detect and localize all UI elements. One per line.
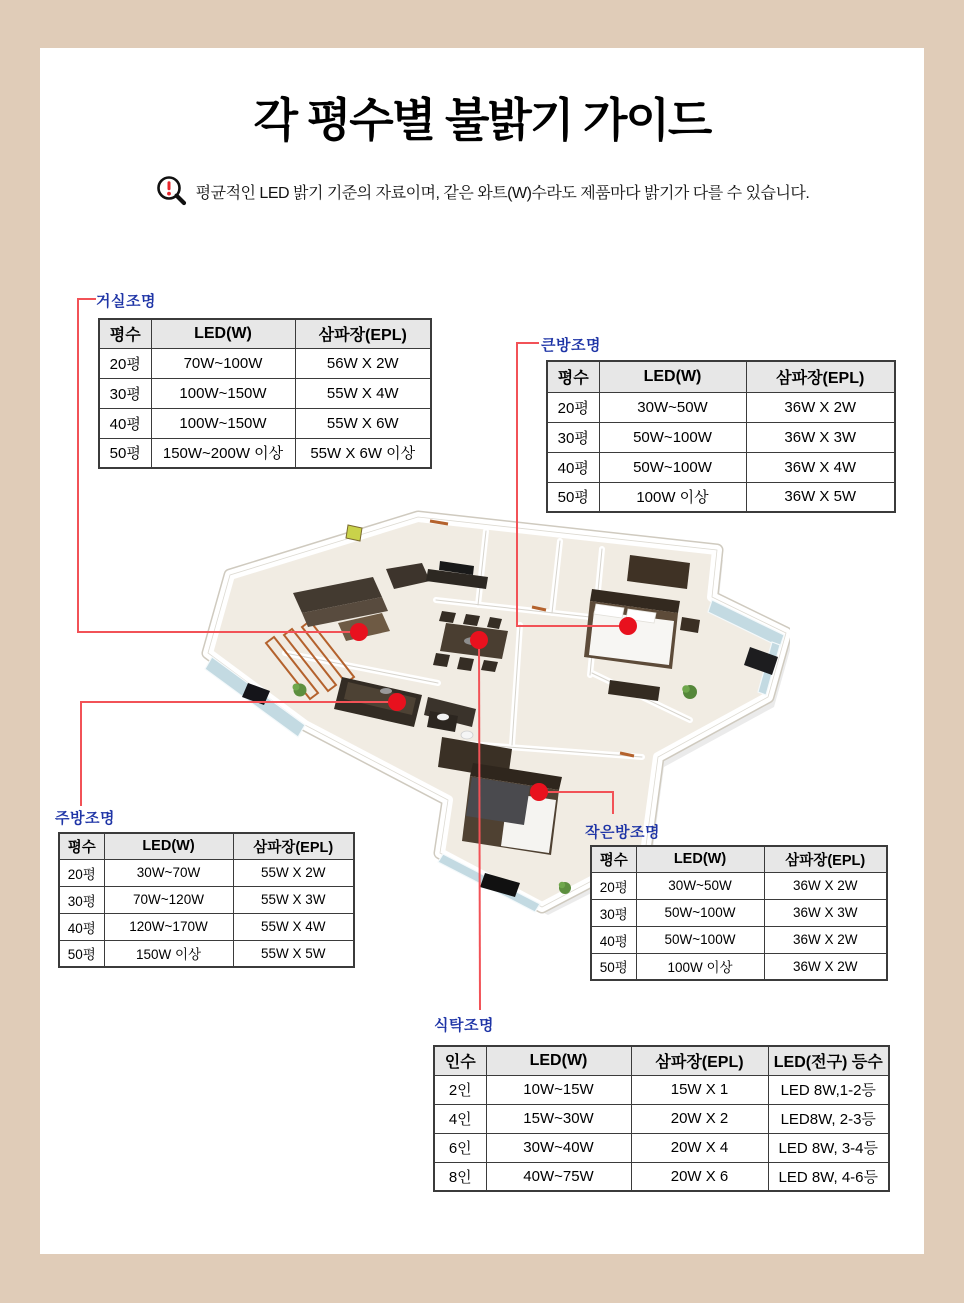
table-cell: 15W X 1 bbox=[631, 1075, 768, 1104]
table-row bbox=[591, 872, 887, 899]
table-header-row bbox=[547, 361, 895, 392]
table-cell: 30W~50W bbox=[599, 392, 746, 422]
table-cell: 40평 bbox=[547, 452, 599, 482]
table-row bbox=[547, 482, 895, 512]
bigroom-table bbox=[546, 360, 896, 513]
table-cell: 20W X 4 bbox=[631, 1133, 768, 1162]
table-cell: 30평 bbox=[99, 378, 151, 408]
wall-art bbox=[346, 525, 362, 541]
table-cell: 20평 bbox=[547, 392, 599, 422]
table-row bbox=[547, 452, 895, 482]
table-header-cell: 평수 bbox=[59, 833, 104, 859]
table-cell: 40평 bbox=[591, 926, 636, 953]
table-cell: 36W X 2W bbox=[746, 392, 895, 422]
table-cell: 150W 이상 bbox=[104, 940, 233, 967]
table-cell: 50W~100W bbox=[599, 422, 746, 452]
table-header-cell: LED(전구) 등수 bbox=[768, 1046, 889, 1075]
table-header-cell: LED(W) bbox=[636, 846, 764, 872]
table-cell: 55W X 2W bbox=[233, 859, 354, 886]
table-row bbox=[99, 378, 431, 408]
table-cell: 120W~170W bbox=[104, 913, 233, 940]
table-header-row bbox=[591, 846, 887, 872]
magnifier-exclamation-icon bbox=[155, 174, 189, 208]
table-row bbox=[591, 926, 887, 953]
table-cell: 2인 bbox=[434, 1075, 486, 1104]
table-cell: 30W~40W bbox=[486, 1133, 631, 1162]
table-cell: 30평 bbox=[59, 886, 104, 913]
table-row bbox=[434, 1075, 889, 1104]
table-cell: 15W~30W bbox=[486, 1104, 631, 1133]
table-cell: 100W 이상 bbox=[599, 482, 746, 512]
table-cell: LED 8W,1-2등 bbox=[768, 1075, 889, 1104]
table-cell: 50W~100W bbox=[599, 452, 746, 482]
table-cell: 8인 bbox=[434, 1162, 486, 1191]
table-cell: 55W X 6W bbox=[295, 408, 431, 438]
table-cell: LED8W, 2-3등 bbox=[768, 1104, 889, 1133]
table-cell: 20평 bbox=[59, 859, 104, 886]
table-cell: 20평 bbox=[591, 872, 636, 899]
table-header-cell: LED(W) bbox=[104, 833, 233, 859]
table-header-cell: LED(W) bbox=[486, 1046, 631, 1075]
table-cell: 40W~75W bbox=[486, 1162, 631, 1191]
table-cell: 70W~120W bbox=[104, 886, 233, 913]
table-header-cell: 평수 bbox=[547, 361, 599, 392]
table-row bbox=[99, 348, 431, 378]
table-cell: 100W~150W bbox=[151, 378, 295, 408]
table-cell: 55W X 5W bbox=[233, 940, 354, 967]
table-cell: 55W X 6W 이상 bbox=[295, 438, 431, 468]
table-header-cell: LED(W) bbox=[151, 319, 295, 348]
notice-text: 평균적인 LED 밝기 기준의 자료이며, 같은 와트(W)수라도 제품마다 밝기가 다를 수 있습니다. bbox=[195, 184, 810, 202]
smallroom-table bbox=[590, 845, 888, 981]
table-label-bigroom: 큰방조명 bbox=[541, 337, 601, 354]
table-label-dining: 식탁조명 bbox=[434, 1017, 494, 1034]
table-cell: 50평 bbox=[547, 482, 599, 512]
table-label-smallroom: 작은방조명 bbox=[585, 824, 660, 841]
living-table bbox=[98, 318, 432, 469]
table-row bbox=[59, 913, 354, 940]
table-row bbox=[434, 1104, 889, 1133]
table-cell: 50평 bbox=[59, 940, 104, 967]
table-label-kitchen: 주방조명 bbox=[55, 810, 115, 827]
table-row bbox=[59, 859, 354, 886]
table-cell: 36W X 2W bbox=[764, 872, 887, 899]
table-header-cell: 삼파장(EPL) bbox=[631, 1046, 768, 1075]
table-cell: 30W~50W bbox=[636, 872, 764, 899]
table-header-row bbox=[99, 319, 431, 348]
table-cell: 36W X 5W bbox=[746, 482, 895, 512]
table-header-cell: LED(W) bbox=[599, 361, 746, 392]
table-cell: 4인 bbox=[434, 1104, 486, 1133]
table-header-cell: 평수 bbox=[99, 319, 151, 348]
table-cell: 6인 bbox=[434, 1133, 486, 1162]
table-cell: 56W X 2W bbox=[295, 348, 431, 378]
table-cell: 55W X 3W bbox=[233, 886, 354, 913]
table-header-cell: 삼파장(EPL) bbox=[233, 833, 354, 859]
table-cell: 50W~100W bbox=[636, 926, 764, 953]
table-header-cell: 인수 bbox=[434, 1046, 486, 1075]
notice-bar bbox=[0, 174, 964, 208]
table-row bbox=[591, 899, 887, 926]
table-header-cell: 삼파장(EPL) bbox=[764, 846, 887, 872]
table-cell: 55W X 4W bbox=[295, 378, 431, 408]
table-cell: 100W 이상 bbox=[636, 953, 764, 980]
table-cell: 50W~100W bbox=[636, 899, 764, 926]
table-header-cell: 삼파장(EPL) bbox=[746, 361, 895, 392]
table-header-row bbox=[59, 833, 354, 859]
table-cell: 100W~150W bbox=[151, 408, 295, 438]
table-label-living: 거실조명 bbox=[96, 293, 156, 310]
table-cell: 55W X 4W bbox=[233, 913, 354, 940]
table-cell: LED 8W, 3-4등 bbox=[768, 1133, 889, 1162]
table-header-cell: 삼파장(EPL) bbox=[295, 319, 431, 348]
table-cell: 20W X 6 bbox=[631, 1162, 768, 1191]
table-cell: 10W~15W bbox=[486, 1075, 631, 1104]
table-cell: 50평 bbox=[99, 438, 151, 468]
table-cell: 20평 bbox=[99, 348, 151, 378]
page-title: 각 평수별 불밝기 가이드 bbox=[253, 94, 711, 146]
table-cell: 30평 bbox=[547, 422, 599, 452]
table-cell: 36W X 2W bbox=[764, 953, 887, 980]
table-cell: 40평 bbox=[59, 913, 104, 940]
table-cell: 36W X 2W bbox=[764, 926, 887, 953]
table-cell: 150W~200W 이상 bbox=[151, 438, 295, 468]
table-row bbox=[99, 438, 431, 468]
table-row bbox=[591, 953, 887, 980]
table-row bbox=[434, 1162, 889, 1191]
table-row bbox=[547, 392, 895, 422]
table-cell: 70W~100W bbox=[151, 348, 295, 378]
table-row bbox=[59, 940, 354, 967]
table-row bbox=[547, 422, 895, 452]
table-cell: 40평 bbox=[99, 408, 151, 438]
table-cell: 50평 bbox=[591, 953, 636, 980]
table-row bbox=[99, 408, 431, 438]
table-cell: LED 8W, 4-6등 bbox=[768, 1162, 889, 1191]
table-cell: 30평 bbox=[591, 899, 636, 926]
table-cell: 30W~70W bbox=[104, 859, 233, 886]
kitchen-table bbox=[58, 832, 355, 968]
table-row bbox=[59, 886, 354, 913]
table-cell: 36W X 4W bbox=[746, 452, 895, 482]
dining-set bbox=[433, 611, 508, 672]
table-cell: 36W X 3W bbox=[746, 422, 895, 452]
table-header-row bbox=[434, 1046, 889, 1075]
table-cell: 20W X 2 bbox=[631, 1104, 768, 1133]
dining-table-info bbox=[433, 1045, 890, 1192]
table-cell: 36W X 3W bbox=[764, 899, 887, 926]
table-header-cell: 평수 bbox=[591, 846, 636, 872]
table-row bbox=[434, 1133, 889, 1162]
